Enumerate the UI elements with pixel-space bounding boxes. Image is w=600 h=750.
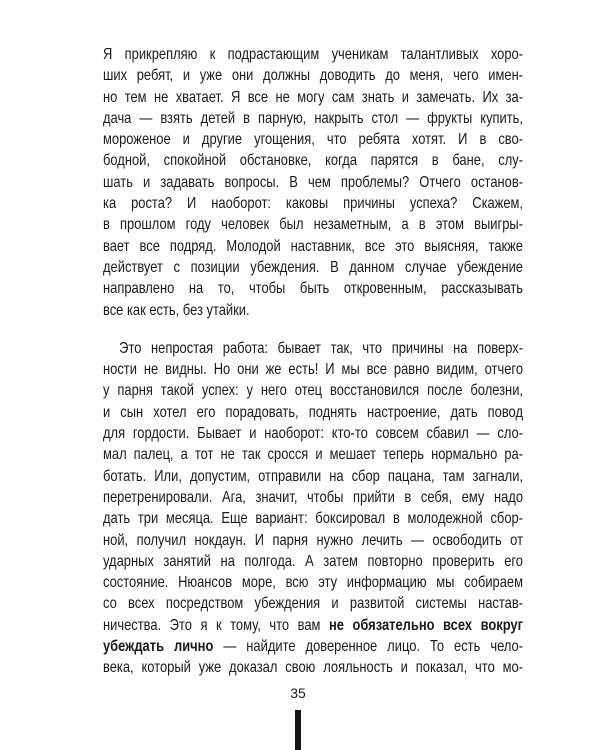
text-line (103, 300, 523, 321)
text-segment: но тем не хватает. Я все не могу сам знать и замечать. Их за- (103, 88, 524, 106)
text-line (103, 257, 523, 278)
text-line (103, 466, 523, 487)
text-segment: Я прикрепляю к подрастающим ученикам талантливых хоро- (103, 46, 524, 63)
page-number: 35 (290, 685, 306, 701)
text-line (103, 359, 523, 380)
text-segment: в прошлом году человек был незаметным, а в этом выигры- (103, 216, 524, 234)
text-segment: дача — взять детей в парную, накрыть стол — фрукты купить, (103, 109, 524, 127)
text-line (103, 129, 523, 150)
text-line (103, 444, 523, 465)
text-line (103, 338, 523, 359)
text-segment: — найдите доверенное лицо. То есть чело- (213, 638, 524, 656)
text-segment: дать три месяца. Еще вариант: боксировал в молодежной сбор- (103, 510, 524, 528)
text-segment: бодной, спокойной обстановке, когда парятся в бане, слу- (103, 152, 524, 170)
text-segment: ной, получил нокдаун. И парня нужно лечить — освободить от (103, 531, 524, 549)
text-line (103, 530, 523, 551)
text-line (103, 108, 523, 129)
text-segment: перетренировали. Ага, значит, чтобы прийти в себя, ему надо (103, 488, 524, 506)
text-segment: мороженое и другие угощения, что ребята хотят. И в сво- (103, 131, 524, 149)
text-line (103, 172, 523, 193)
text-segment: ка роста? И наоборот: каковы причины успеха? Скажем, (103, 195, 524, 213)
text-line (103, 487, 523, 508)
text-segment: состояние. Нюансов море, всю эту информацию мы собираем (103, 574, 524, 592)
text-line (103, 236, 523, 257)
text-line (103, 65, 523, 86)
text-segment: все как есть, без утайки. (103, 301, 250, 319)
footer-vertical-bar (295, 710, 301, 750)
text-line (103, 636, 523, 657)
text-segment: у парня такой успех: у него отец восстановился после болезни, (103, 382, 524, 400)
text-segment: действует с позиции убеждения. В данном случае убеждение (103, 258, 524, 276)
text-line (103, 150, 523, 171)
text-line (103, 508, 523, 529)
text-line (103, 380, 523, 401)
text-segment: и сын хотел его порадовать, поднять настроение, дать повод (103, 403, 524, 421)
text-segment: века, который уже доказал свою лояльность и показал, что мо- (103, 659, 524, 677)
text-segment: мал палец, а тот не так сросся и мешает теперь нормально ра- (103, 446, 524, 464)
text-line (103, 657, 523, 678)
text-line (103, 214, 523, 235)
bold-text-segment: не обязательно всех вокруг (328, 616, 524, 634)
bold-text-segment: убеждать лично (103, 638, 214, 656)
text-segment: ших ребят, и уже они должны доводить до меня, чего имен- (103, 67, 524, 85)
text-segment: со всех посредством убеждения и развитой системы настав- (103, 595, 524, 613)
text-line (103, 423, 523, 444)
text-line (103, 44, 523, 65)
body-text (103, 44, 523, 679)
text-segment: Это непростая работа: бывает так, что причины на поверх- (119, 339, 524, 357)
text-segment: ничества. Это я к тому, что вам (103, 616, 329, 634)
text-line (103, 193, 523, 214)
text-line (103, 593, 523, 614)
text-segment: вает все подряд. Молодой наставник, все это выясняя, также (103, 237, 524, 255)
text-segment: ударных занятий на полгода. А затем повторно проверить его (103, 552, 524, 570)
text-line (103, 402, 523, 423)
text-segment: шать и задавать вопросы. В чем проблемы? Отчего останов- (103, 173, 524, 191)
text-segment: ботать. Или, допустим, отправили на сбор пацана, там загнали, (103, 467, 524, 485)
text-line (103, 572, 523, 593)
text-segment: направлено на то, чтобы быть откровенным, рассказывать (103, 280, 524, 298)
text-line (103, 278, 523, 299)
paragraph (103, 338, 523, 679)
text-line (103, 615, 523, 636)
paragraph (103, 44, 523, 321)
text-segment: для гордости. Бывает и наоборот: кто-то совсем сбавил — сло- (103, 425, 524, 443)
text-line (103, 87, 523, 108)
text-segment: ности не видны. Но они же есть! И мы все равно видим, отчего (103, 361, 524, 379)
text-line (103, 551, 523, 572)
